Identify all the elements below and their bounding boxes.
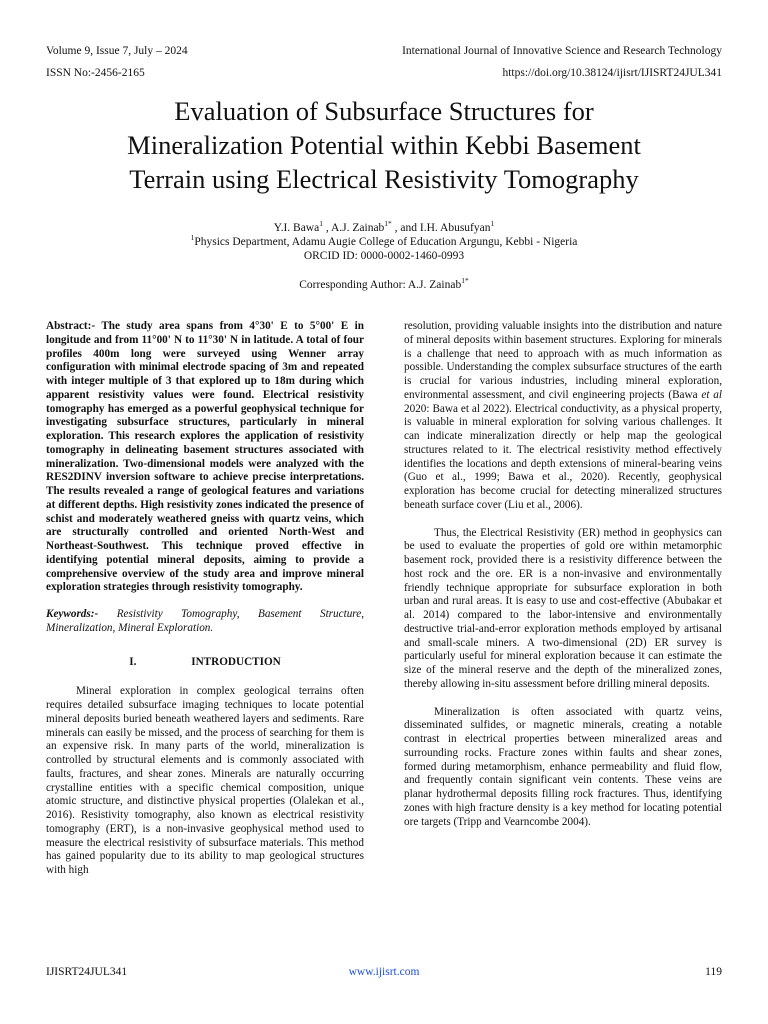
page-number: 119: [705, 966, 722, 978]
intro-paragraph: Mineral exploration in complex geological terrains often requires detailed subsurface imaging techniques to locate potential mineral deposits buried beneath weathered layers and sediments. Rare minerals can easily be missed, and the process of searching for them is an expensive risk. In many parts of the world, mineralization is controlled by structural elements and is commonly associated with faults, fractures, and shear zones. Minerals are naturally occurring crystalline entities with a specific chemical composition, unique atomic structure, and distinctive physical properties (Olalekan et al., 2016). Resistivity tomography, also known as electrical resistivity tomography (ERT), is a non-invasive geophysical method used to measure the electrical resistivity of subsurface materials. This method has gained popularity due to its ability to map geological structures with high: [46, 685, 364, 876]
author-name: Y.I. Bawa: [273, 222, 320, 234]
right-column: [404, 320, 722, 829]
journal-name: International Journal of Innovative Science and Research Technology: [402, 45, 722, 57]
italic-run: et al: [701, 388, 722, 401]
keywords-text: Resistivity Tomography, Basement Structure, Mineralization, Mineral Exploration.: [46, 608, 364, 634]
doi-link[interactable]: https://doi.org/10.38124/ijisrt/IJISRT24JUL341: [502, 67, 722, 79]
affiliation-sup: 1: [190, 233, 195, 243]
author-sup: 1*: [384, 219, 392, 229]
body-paragraph: [404, 320, 722, 513]
section-title: INTRODUCTION: [191, 655, 281, 668]
section-heading: [46, 656, 364, 670]
footer-website-wrap: [0, 965, 768, 979]
title-line: Terrain using Electrical Resistivity Tomography: [129, 164, 639, 194]
orcid: ORCID ID: 0000-0002-1460-0993: [303, 250, 465, 262]
affiliation-text: Physics Department, Adamu Augie College of Education Argungu, Kebbi - Nigeria: [194, 236, 578, 248]
title-line: Evaluation of Subsurface Structures for: [174, 96, 594, 126]
left-column: [46, 320, 364, 878]
affiliation: [0, 235, 768, 249]
footer-code: IJISRT24JUL341: [46, 966, 128, 978]
keywords: [46, 608, 364, 636]
corresponding-text: Corresponding Author: A.J. Zainab: [299, 279, 462, 291]
volume-info: Volume 9, Issue 7, July – 2024: [46, 45, 188, 57]
footer-website-link[interactable]: www.ijisrt.com: [348, 966, 420, 978]
keywords-label: Keywords:-: [46, 608, 99, 620]
author-name: , A.J. Zainab: [322, 222, 385, 234]
body-paragraph: Mineralization is often associated with quartz veins, disseminated sulfides, or magnetic minerals, creating a notable contrast in electrical properties between mineralized areas and surrounding rocks. Fracture zones within faults and shear zones, formed during metamorphism, enhance permeability and fluid flow, and frequently contain significant vein contents. These veins are planar hydrothermal deposits filling rock fractures. Thus, identifying zones with high fracture density is a key method for locating potential ore targets (Tripp and Vearncombe 2004).: [404, 705, 722, 828]
corresponding-sup: 1*: [461, 276, 469, 286]
text-run: 2020: Bawa et al 2022). Electrical conductivity, as a physical property, is valuable in mineral exploration for solving various challenges. It can indicate mineralization directly or help map the geological structures related to it. The electrical resistivity method effectively identifies the locations and depth extensions of mineral-bearing veins (Guo et al., 1999; Bawa et al., 2020). Recently, geophysical exploration has become crucial for detecting mineralized structures beneath surface cover (Liu et al., 2006).: [404, 402, 722, 511]
text-run: resolution, providing valuable insights into the distribution and nature of mineral deposits within basement structures. Exploring for minerals is a challenge that need to approach with as much information as possible. Understanding the complex subsurface structures of the earth is crucial for various industries, including mineral exploration, environmental assessment, and civil engineering projects (Bawa: [404, 320, 722, 401]
issn: ISSN No:-2456-2165: [46, 67, 145, 79]
section-number: I.: [129, 655, 137, 668]
author-list: [0, 221, 768, 235]
author-sup: 1: [490, 219, 495, 229]
title-line: Mineralization Potential within Kebbi Basement: [127, 130, 641, 160]
author-sup: 1: [319, 219, 323, 229]
author-name: , and I.H. Abusufyan: [391, 222, 491, 234]
body-paragraph: Thus, the Electrical Resistivity (ER) method in geophysics can be used to evaluate the properties of gold ore within metamorphic basement rock, provided there is a resistivity difference between the host rock and the ore. ER is a non-invasive and environmentally friendly technique appropriate for subsurface exploration in both urban and rural areas. It is easy to use and cost-effective (Abubakar et al. 2014) compared to the labor-intensive and environmentally destructive trial-and-error exploration methods employed by artisanal and small-scale miners. A two-dimensional (2D) ER survey is particularly useful for mineral exploration because it can estimate the size of the mineral reserve and the depth of the mineralized zones, thereby allowing in-situ assessment before drilling mineral deposits.: [404, 526, 722, 690]
abstract: Abstract:- The study area spans from 4°30' E to 5°00' E in longitude and from 11°00' N to 11°30' N in latitude. A total of four profiles 400m long were surveyed using Wenner array configuration with minimal electrode spacing of 3m and repeated with integer multiple of 3 that explored up to 18m during which apparent resistivity values were found. Electrical resistivity tomography has emerged as a powerful geophysical technique for investigating subsurface structures, particularly in mineral exploration. This research explores the application of resistivity tomography in delineating basement structures associated with mineralization. Two-dimensional models were analyzed with the RES2DINV inversion software to achieve precise interpretations. The results revealed a range of geological features and variations at different depths. High resistivity zones indicated the presence of schist and moderately weathered gneiss with quartz veins, which are structurally controlled and oriented North-West and Northeast-Southwest. This technique proved effective in identifying potential mineral deposits, aiming to provide a comprehensive overview of the study area and improve mineral exploration strategies through resistivity tomography.: [46, 320, 364, 594]
corresponding-author: [0, 278, 768, 292]
paper-title: [60, 94, 708, 196]
